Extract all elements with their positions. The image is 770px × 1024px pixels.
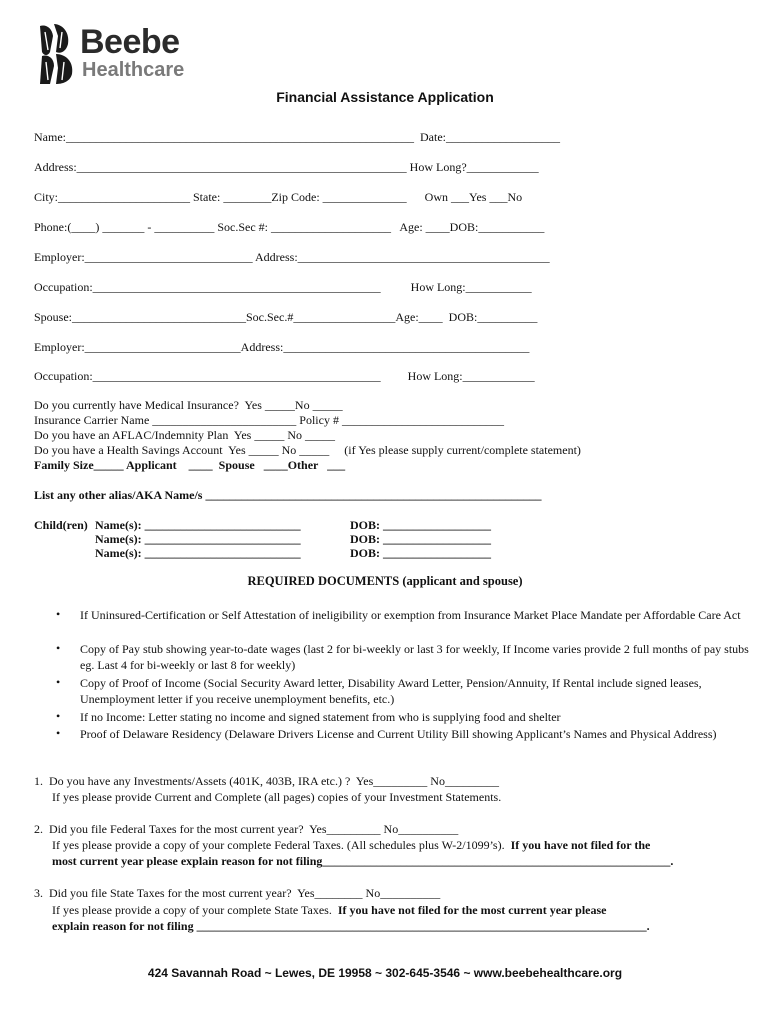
federal-taxes-instructions [52,838,650,852]
alias-field[interactable]: List any other alias/AKA Name/s ________________________________________________________ [34,488,542,502]
required-item: Copy of Proof of Income (Social Security Award letter, Disability Award Letter, Pension/Annuity, If Rental include signed leases, Unemployment letter if you receive unemployment benefits, etc.) [80,676,702,706]
child-dob-field[interactable]: DOB: __________________ [350,546,491,560]
medical-insurance-question[interactable]: Do you currently have Medical Insurance? Yes _____No _____ [34,398,343,412]
hands-logo-icon [36,22,76,86]
spouse-occupation-field[interactable]: Occupation:________________________________________________ How Long:____________ [34,369,535,383]
family-size-field[interactable]: Family Size_____ Applicant ____ Spouse ____Other ___ [34,458,346,472]
child-name-field[interactable]: Name(s): __________________________ [95,546,301,560]
bullet-icon: • [56,726,61,740]
spouse-employer-field[interactable]: Employer:__________________________Address:_________________________________________ [34,340,530,354]
logo-text-healthcare: Healthcare [82,59,185,81]
bullet-icon: • [56,607,61,621]
address-field[interactable]: Address:_______________________________________________________ How Long?____________ [34,160,539,174]
state-taxes-instructions [52,903,606,917]
logo-text-beebe: Beebe [80,23,180,61]
state-taxes-question[interactable]: 3. Did you file State Taxes for the most current year? Yes________ No__________ [34,886,441,900]
employer-address-field[interactable]: Employer:____________________________ Address:__________________________________________ [34,250,550,264]
bullet-icon: • [56,641,61,655]
required-item: If no Income: Letter stating no income and signed statement from who is supplying food and shelter [80,710,561,724]
child-name-field[interactable]: Name(s): __________________________ [95,532,301,546]
investments-question[interactable]: 1. Do you have any Investments/Assets (401K, 403B, IRA etc.) ? Yes_________ No_________ [34,774,499,788]
state-taxes-instructions-text: If yes please provide a copy of your complete State Taxes. [52,903,332,917]
required-documents-heading: REQUIRED DOCUMENTS (applicant and spouse) [247,574,523,588]
bullet-icon: • [56,709,61,723]
children-label: Child(ren) [34,518,88,532]
federal-taxes-question[interactable]: 2. Did you file Federal Taxes for the most current year? Yes_________ No__________ [34,822,459,836]
city-state-zip-field[interactable]: City:______________________ State: ________Zip Code: ______________ Own ___Yes ___No [34,190,523,204]
investments-instructions [52,790,501,804]
required-item: Proof of Delaware Residency (Delaware Drivers License and Current Utility Bill showing Applicant’s Names and Physical Address) [80,727,717,741]
spouse-field[interactable]: Spouse:_____________________________Soc.Sec.#_________________Age:____ DOB:__________ [34,310,538,324]
aflac-question[interactable]: Do you have an AFLAC/Indemnity Plan Yes _____ No _____ [34,428,335,442]
required-item: If Uninsured-Certification or Self Attestation of ineligibility or exemption from Insurance Market Place Mandate per Affordable Care Act [80,608,741,622]
hsa-question[interactable]: Do you have a Health Savings Account Yes _____ No _____ (if Yes please supply current/complete statement) [34,443,581,457]
bullet-icon: • [56,675,61,689]
state-taxes-reason-field[interactable]: explain reason for not filing ___________________________________________________________________________. [52,919,650,933]
federal-taxes-instructions-text: If yes please provide a copy of your complete Federal Taxes. (All schedules plus W-2/1099’s). [52,838,505,852]
child-dob-field[interactable]: DOB: __________________ [350,532,491,546]
child-dob-field[interactable]: DOB: __________________ [350,518,491,532]
name-date-field[interactable]: Name:__________________________________________________________ Date:___________________ [34,130,560,144]
federal-taxes-reason-field[interactable]: most current year please explain reason for not filing__________________________________________________________. [52,854,674,868]
page-title: Financial Assistance Application [276,89,494,105]
child-name-field[interactable]: Name(s): __________________________ [95,518,301,532]
beebe-logo [36,22,206,86]
federal-taxes-instructions-bold: If you have not filed for the [504,838,651,852]
insurance-carrier-field[interactable]: Insurance Carrier Name ________________________ Policy # ___________________________ [34,413,504,427]
footer-contact: 424 Savannah Road ~ Lewes, DE 19958 ~ 302-645-3546 ~ www.beebehealthcare.org [147,966,623,980]
phone-ssn-age-field[interactable]: Phone:(____) _______ - __________ Soc.Sec #: ____________________ Age: ____DOB:___________ [34,220,545,234]
state-taxes-instructions-bold: If you have not filed for the most current year please [331,903,607,917]
occupation-field[interactable]: Occupation:________________________________________________ How Long:___________ [34,280,532,294]
investments-instructions-text: If yes please provide Current and Complete (all pages) copies of your Investment Statements. [52,790,502,804]
required-item: Copy of Pay stub showing year-to-date wages (last 2 for bi-weekly or last 3 for weekly, If Income varies provide 2 full months of pay stubs eg. Last 4 for bi-weekly or last 8 for weekly) [80,642,749,672]
